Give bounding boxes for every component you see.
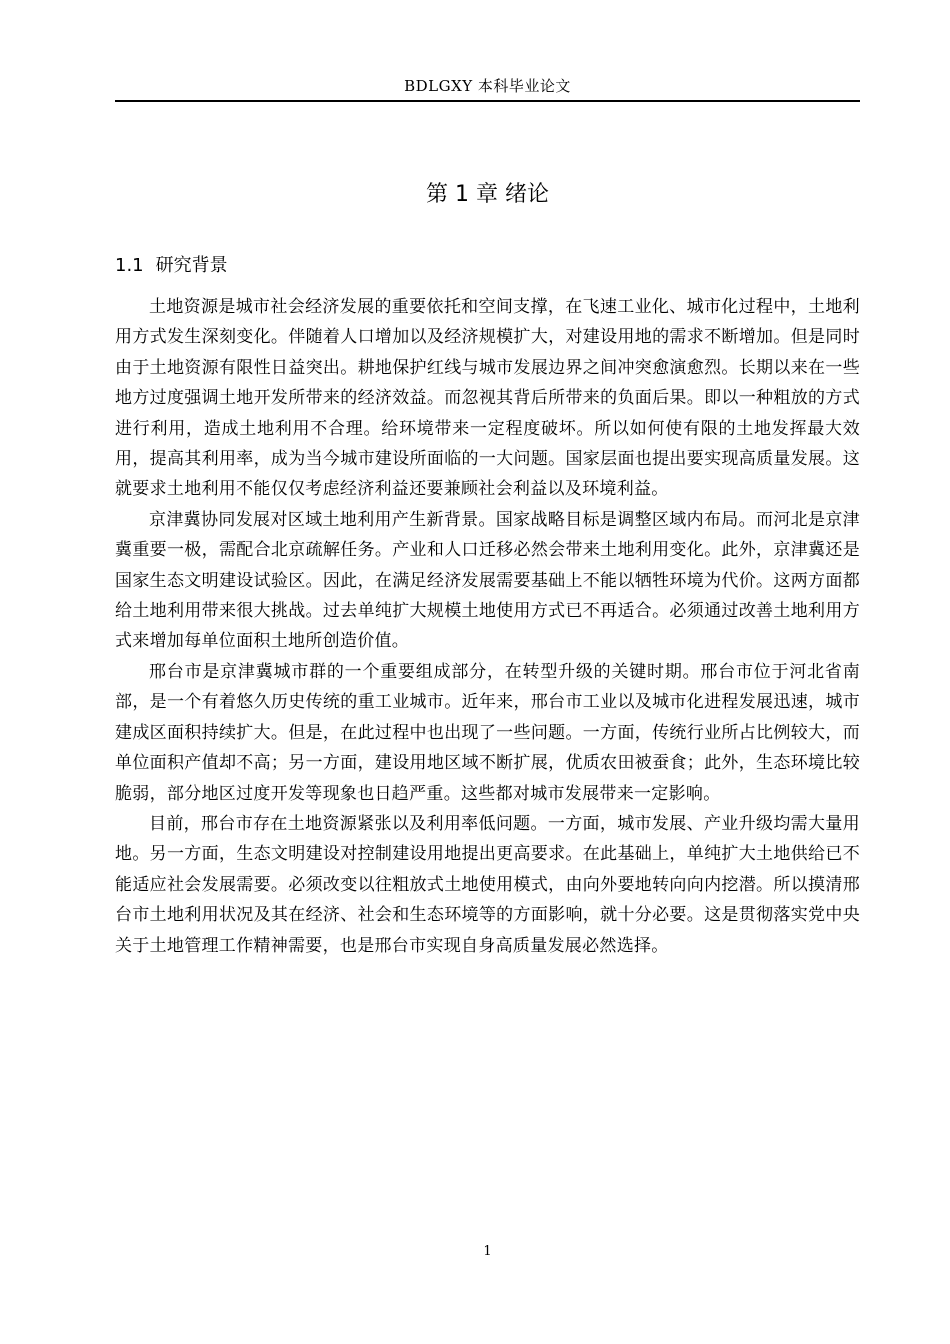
paragraph: 京津冀协同发展对区域土地利用产生新背景。国家战略目标是调整区域内布局。而河北是京津冀重要一极，需配合北京疏解任务。产业和人口迁移必然会带来土地利用变化。此外，京津冀还是国家生态文明建设试验区。因此，在满足经济发展需要基础上不能以牺牲环境为代价。这两方面都给土地利用带来很大挑战。过去单纯扩大规模土地使用方式已不再适合。必须通过改善土地利用方式来增加每单位面积土地所创造价值。 xyxy=(115,509,860,652)
paragraph: 目前，邢台市存在土地资源紧张以及利用率低问题。一方面，城市发展、产业升级均需大量用地。另一方面，生态文明建设对控制建设用地提出更高要求。在此基础上，单纯扩大土地供给已不能适应社会发展需要。必须改变以往粗放式土地使用模式，由向外要地转向向内挖潜。所以摸清邢台市土地利用状况及其在经济、社会和生态环境等的方面影响，就十分必要。这是贯彻落实党中央关于土地管理工作精神需要，也是邢台市实现自身高质量发展必然选择。 xyxy=(115,813,860,956)
section-number: 1.1 xyxy=(115,255,144,276)
page-number: 1 xyxy=(483,1244,492,1259)
paragraph: 邢台市是京津冀城市群的一个重要组成部分，在转型升级的关键时期。邢台市位于河北省南部，是一个有着悠久历史传统的重工业城市。近年来，邢台市工业以及城市化进程发展迅速，城市建成区面积持续扩大。但是，在此过程中也出现了一些问题。一方面，传统行业所占比例较大，而单位面积产值却不高；另一方面，建设用地区域不断扩展，优质农田被蚕食；此外，生态环境比较脆弱，部分地区过度开发等现象也日趋严重。这些都对城市发展带来一定影响。 xyxy=(115,661,860,804)
body-text xyxy=(115,292,860,961)
header-rule xyxy=(115,100,860,102)
chapter-title: 第 1 章 绪论 xyxy=(426,182,549,207)
section-title: 研究背景 xyxy=(155,255,228,276)
running-header: BDLGXY 本科毕业论文 xyxy=(404,77,571,95)
paragraph: 土地资源是城市社会经济发展的重要依托和空间支撑，在飞速工业化、城市化过程中，土地利用方式发生深刻变化。伴随着人口增加以及经济规模扩大，对建设用地的需求不断增加。但是同时由于土地资源有限性日益突出。耕地保护红线与城市发展边界之间冲突愈演愈烈。长期以来在一些地方过度强调土地开发所带来的经济效益。而忽视其背后所带来的负面后果。即以一种粗放的方式进行利用，造成土地利用不合理。给环境带来一定程度破坏。所以如何使有限的土地发挥最大效用，提高其利用率，成为当今城市建设所面临的一大问题。国家层面也提出要实现高质量发展。这就要求土地利用不能仅仅考虑经济利益还要兼顾社会利益以及环境利益。 xyxy=(115,297,860,500)
section-heading xyxy=(115,253,228,279)
